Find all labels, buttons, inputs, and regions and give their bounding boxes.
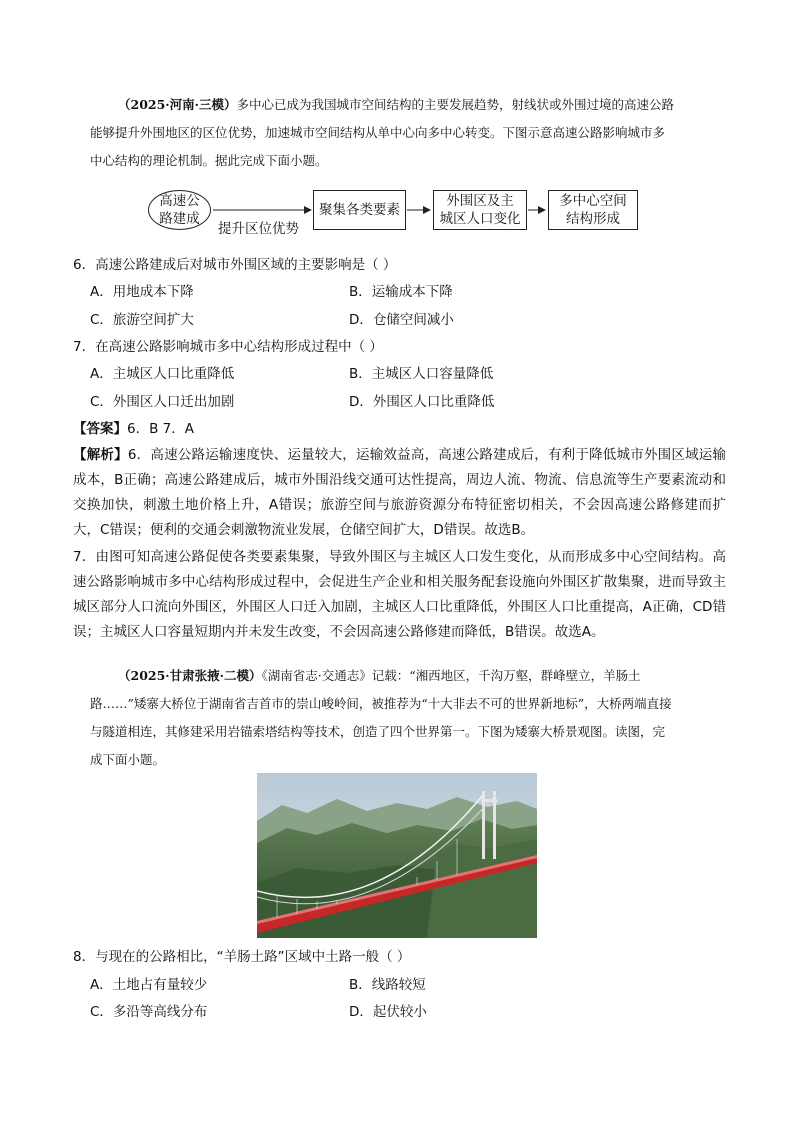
question-8-option-b: B．线路较短 <box>349 977 426 993</box>
intro-source: （2025·甘肃张掖·二模） <box>118 668 262 683</box>
intro-line: 与隧道相连，其修建采用岩锚索塔结构等技术，创造了四个世界第一。下图为矮寨大桥景观图。读图，完 <box>90 724 666 739</box>
question-7-option-a: A．主城区人口比重降低 <box>90 366 235 382</box>
intro-source: （2025·河南·三模） <box>118 97 237 112</box>
question-8-option-d: D．起伏较小 <box>349 1004 427 1020</box>
answer-line <box>73 419 194 439</box>
question-7-option-d: D．外围区人口比重降低 <box>349 394 495 410</box>
flow-node-gather-elements: 聚集各类要素 <box>313 190 406 230</box>
analysis-q7: 7．由图可知高速公路促使各类要素集聚，导致外围区与主城区人口发生变化，从而形成多中心空间结构。高速公路影响城市多中心结构形成过程中，会促进生产企业和相关服务配套设施向外围区扩散集聚，进而导致主城区部分人口流向外围区，外围区人口迁入加剧，主城区人口比重降低，外围区人口比重提高，A正确，CD错误；主城区人口容量短期内并未发生改变，不会因高速公路修建而降低，B错误。故选A。 <box>73 549 726 640</box>
question-7-option-b: B．主城区人口容量降低 <box>349 366 494 382</box>
question-8-stem: 8．与现在的公路相比，“羊肠土路”区域中土路一般（ ） <box>73 949 411 965</box>
intro-line: 中心结构的理论机制。据此完成下面小题。 <box>90 153 328 168</box>
intro-line: 路……”矮寨大桥位于湖南省吉首市的崇山峻岭间，被推荐为“十大非去不可的世界新地标”，大桥两端直接 <box>90 696 672 711</box>
flow-diagram <box>145 185 645 237</box>
question-7-option-c: C．外围区人口迁出加剧 <box>90 394 235 410</box>
question-6-option-d: D．仓储空间减小 <box>349 312 454 328</box>
flow-node-highway-built: 高速公 路建成 <box>148 190 211 230</box>
intro-line: 多中心已成为我国城市空间结构的主要发展趋势，射线状或外围过境的高速公路 <box>236 97 675 112</box>
answer-text: 6．B 7．A <box>127 421 194 437</box>
aizhai-bridge-photo <box>257 773 537 938</box>
question-8-option-c: C．多沿等高线分布 <box>90 1004 208 1020</box>
question-7-stem: 7．在高速公路影响城市多中心结构形成过程中（ ） <box>73 339 383 355</box>
flow-node-multicenter: 多中心空间 结构形成 <box>548 190 638 230</box>
intro-line: 《湖南省志·交通志》记载：“湘西地区，千沟万壑，群峰壁立，羊肠土 <box>261 668 641 683</box>
flow-node-population-change: 外围区及主 城区人口变化 <box>433 190 527 230</box>
question-8-option-a: A．土地占有量较少 <box>90 977 208 993</box>
question-6-option-c: C．旅游空间扩大 <box>90 312 194 328</box>
answer-label: 【答案】 <box>73 421 127 437</box>
question-6-stem: 6．高速公路建成后对城市外围区域的主要影响是（ ） <box>73 257 397 273</box>
intro-line: 成下面小题。 <box>90 752 166 767</box>
question-6-option-b: B．运输成本下降 <box>349 284 453 300</box>
analysis-q6: 【解析】6．高速公路运输速度快、运量较大，运输效益高，高速公路建成后，有利于降低城市外围区域运输成本，B正确；高速公路建成后，城市外围沿线交通可达性提高，周边人流、物流、信息流等生产要素流动和交换加快，刺激土地价格上升，A错误；旅游空间与旅游资源分布特征密切相关，不会因高速公路修建而扩大，C错误；便利的交通会刺激物流业发展，仓储空间扩大，D错误。故选B。 <box>73 447 726 538</box>
analysis-label: 【解析】 <box>73 447 128 463</box>
intro-line: 能够提升外围地区的区位优势，加速城市空间结构从单中心向多中心转变。下图示意高速公路影响城市多 <box>90 125 666 140</box>
flow-edge-label: 提升区位优势 <box>218 221 299 237</box>
question-6-option-a: A．用地成本下降 <box>90 284 194 300</box>
